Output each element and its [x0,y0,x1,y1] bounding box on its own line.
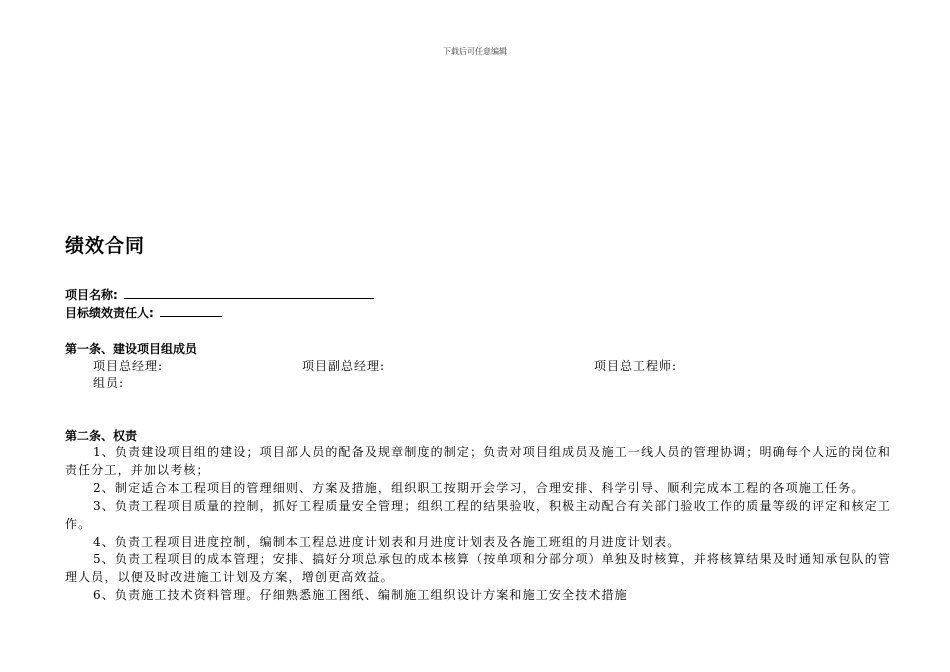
project-manager-label: 项目总经理: [93,359,164,373]
duty-item-3: 3、负责工程项目质量的控制，抓好工程质量安全管理；组织工程的结果验收，积极主动配合有关部门验收工作的质量等级的评定和核定工作。 [65,499,891,531]
duty-item-6: 6、负责施工技术资料管理。仔细熟悉施工图纸、编制施工组织设计方案和施工安全技术措施 [93,588,628,602]
chief-engineer-label: 项目总工程师: [594,359,678,373]
page-title: 绩效合同 [65,235,146,257]
project-name-field [65,286,374,303]
page-header-note: 下载后可任意编辑 [443,47,507,56]
section-2-heading: 第二条、权责 [65,429,138,443]
section-1-heading: 第一条、建设项目组成员 [65,342,198,356]
duty-item-4: 4、负责工程项目进度控制，编制本工程总进度计划表和月进度计划表及各施工班组的月进度计划表。 [93,535,681,549]
duty-item-1: 1、负责建设项目组的建设；项目部人员的配备及规章制度的制定；负责对项目组成员及施工一线人员的管理协调；明确每个人远的岗位和责任分工，并加以考核； [65,445,891,477]
project-name-label: 项目名称: [65,288,118,302]
duty-item-5: 5、负责工程项目的成本管理；安排、搞好分项总承包的成本核算（按单项和分部分项）单独及时核算，并将核算结果及时通知承包队的管理人员，以便及时改进施工计划及方案，增创更高效益。 [65,552,891,584]
deputy-manager-label: 项目副总经理: [302,359,386,373]
responsible-field [65,304,222,321]
responsible-blank [160,304,222,317]
members-label: 组员: [93,376,125,390]
project-name-blank [124,286,374,299]
responsible-label: 目标绩效责任人: [65,306,154,320]
duty-item-2: 2、制定适合本工程项目的管理细则、方案及措施，组织职工按期开会学习，合理安排、科学引导、顺利完成本工程的各项施工任务。 [93,481,865,495]
